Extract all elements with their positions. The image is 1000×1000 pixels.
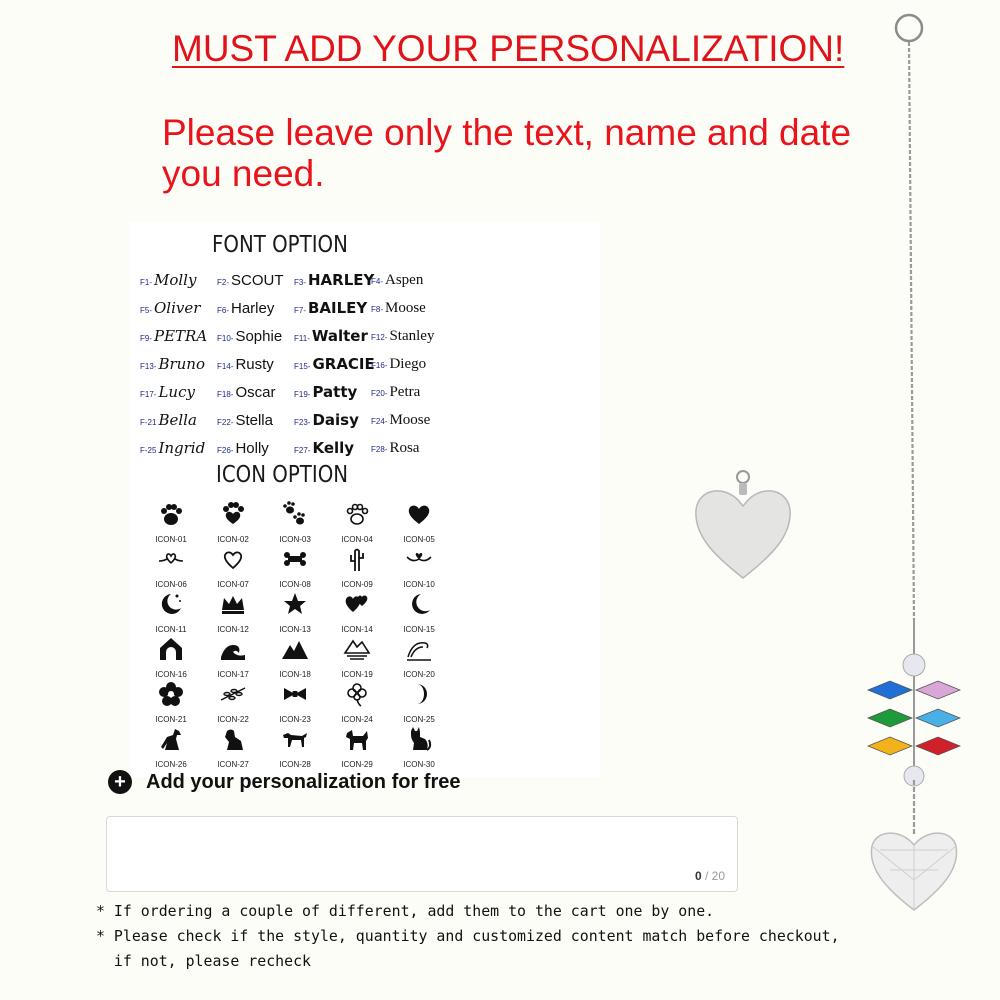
font-code: F11- <box>294 334 310 343</box>
font-code: F22- <box>217 417 234 427</box>
icon-code: ICON-15 <box>403 625 435 634</box>
crystal-octagon <box>916 709 960 727</box>
ring-icon <box>896 15 922 41</box>
font-code: F23- <box>294 418 311 427</box>
icon-code: ICON-02 <box>217 535 249 544</box>
font-option-title: FONT OPTION <box>212 232 348 258</box>
icon-code: ICON-06 <box>155 580 187 589</box>
icon-code: ICON-12 <box>217 625 249 634</box>
font-sample: Sophie <box>235 327 283 345</box>
font-code: F-21 <box>140 418 157 427</box>
font-code: F14- <box>217 361 234 371</box>
icon-code: ICON-29 <box>341 760 373 769</box>
icon-code: ICON-11 <box>155 625 187 634</box>
font-code: F24- <box>371 416 388 426</box>
headline: MUST ADD YOUR PERSONALIZATION! <box>172 28 845 69</box>
font-code: F8- <box>371 304 383 314</box>
font-code: F7- <box>294 306 306 315</box>
font-code: F13- <box>140 362 157 371</box>
font-sample: Stanley <box>389 327 435 344</box>
icon-code: ICON-23 <box>279 715 311 724</box>
font-sample: Kelly <box>312 439 355 457</box>
icon-option-title: ICON OPTION <box>216 462 349 488</box>
font-code: F12- <box>371 332 388 342</box>
icon-code: ICON-13 <box>279 625 311 634</box>
font-sample: Diego <box>389 355 427 372</box>
crystal-octagon <box>916 681 960 699</box>
char-max: / 20 <box>704 869 725 883</box>
chain <box>909 42 914 620</box>
font-sample: BAILEY <box>308 299 368 317</box>
crystal-bead <box>903 654 925 676</box>
font-sample: PETRA <box>154 327 208 345</box>
font-sample: Lucy <box>158 383 195 401</box>
icon-code: ICON-17 <box>217 670 249 679</box>
font-sample: Moose <box>385 299 426 316</box>
font-sample: Oliver <box>154 299 201 317</box>
font-code: F15- <box>294 362 311 371</box>
font-code: F28- <box>371 444 388 454</box>
font-code: F20- <box>371 388 388 398</box>
font-sample: Petra <box>389 383 421 400</box>
font-sample: Patty <box>312 383 358 401</box>
icon-code: ICON-24 <box>341 715 373 724</box>
char-count: 0 <box>694 869 702 883</box>
crystal-octagon <box>916 737 960 755</box>
font-code: F26- <box>217 445 234 455</box>
crystal-cluster <box>868 620 960 786</box>
font-sample: Harley <box>231 299 275 317</box>
font-sample: HARLEY <box>308 271 375 289</box>
font-sample: Ingrid <box>158 439 206 457</box>
note-3: if not, please recheck <box>96 952 312 970</box>
icon-code: ICON-27 <box>217 760 249 769</box>
crystal-octagon <box>868 709 912 727</box>
font-sample: Oscar <box>235 383 276 401</box>
font-sample: Holly <box>235 439 269 457</box>
font-code: F4- <box>371 276 383 286</box>
font-code: F3- <box>294 278 306 287</box>
font-sample: Daisy <box>312 411 359 429</box>
icon-code: ICON-14 <box>341 625 373 634</box>
font-sample: Walter <box>311 327 368 345</box>
font-code: F19- <box>294 390 311 399</box>
plus-icon[interactable]: + <box>108 770 132 794</box>
font-code: F18- <box>217 389 234 399</box>
font-code: F10- <box>217 333 234 343</box>
icon-code: ICON-22 <box>217 715 249 724</box>
icon-code: ICON-08 <box>279 580 311 589</box>
icon-code: ICON-18 <box>279 670 311 679</box>
heart-crystal <box>871 833 956 910</box>
icon-code: ICON-19 <box>341 670 373 679</box>
font-sample: Stella <box>235 411 273 429</box>
font-sample: Aspen <box>385 271 424 288</box>
icon-code: ICON-20 <box>403 670 435 679</box>
font-sample: Moose <box>389 411 431 428</box>
font-code: F-25 <box>140 446 157 455</box>
font-code: F16- <box>371 360 388 370</box>
note-2: * Please check if the style, quantity and customized content match before checkout, <box>96 927 840 945</box>
font-code: F27- <box>294 446 311 455</box>
icon-code: ICON-28 <box>279 760 311 769</box>
note-1: * If ordering a couple of different, add them to the cart one by one. <box>96 902 715 920</box>
instructions: Please leave only the text, name and date you need. <box>162 112 852 194</box>
font-sample: Rosa <box>389 439 420 456</box>
add-personalization-label[interactable]: Add your personalization for free <box>146 770 461 793</box>
font-sample: Rusty <box>235 355 274 373</box>
font-sample: GRACIE <box>312 355 375 373</box>
crystal-octagon <box>868 681 912 699</box>
icon-code: ICON-21 <box>155 715 187 724</box>
font-sample: Bruno <box>158 355 205 373</box>
icon-code: ICON-03 <box>279 535 311 544</box>
font-code: F9- <box>140 334 152 343</box>
icon-code: ICON-05 <box>403 535 435 544</box>
icon-code: ICON-16 <box>155 670 187 679</box>
icon-code: ICON-07 <box>217 580 249 589</box>
font-sample: Bella <box>158 411 197 429</box>
icon-code: ICON-09 <box>341 580 373 589</box>
icon-code: ICON-30 <box>403 760 435 769</box>
heart-tag <box>696 471 790 578</box>
font-sample: SCOUT <box>231 271 284 289</box>
icon-code: ICON-10 <box>403 580 435 589</box>
font-code: F17- <box>140 390 157 399</box>
icon-code: ICON-25 <box>403 715 435 724</box>
font-code: F6- <box>217 305 229 315</box>
font-sample: Molly <box>154 271 197 289</box>
font-code: F1- <box>140 278 152 287</box>
icon-code: ICON-04 <box>341 535 373 544</box>
icon-code: ICON-26 <box>155 760 187 769</box>
icon-code: ICON-01 <box>155 535 187 544</box>
font-code: F5- <box>140 306 152 315</box>
font-code: F2- <box>217 277 229 287</box>
crystal-octagon <box>868 737 912 755</box>
